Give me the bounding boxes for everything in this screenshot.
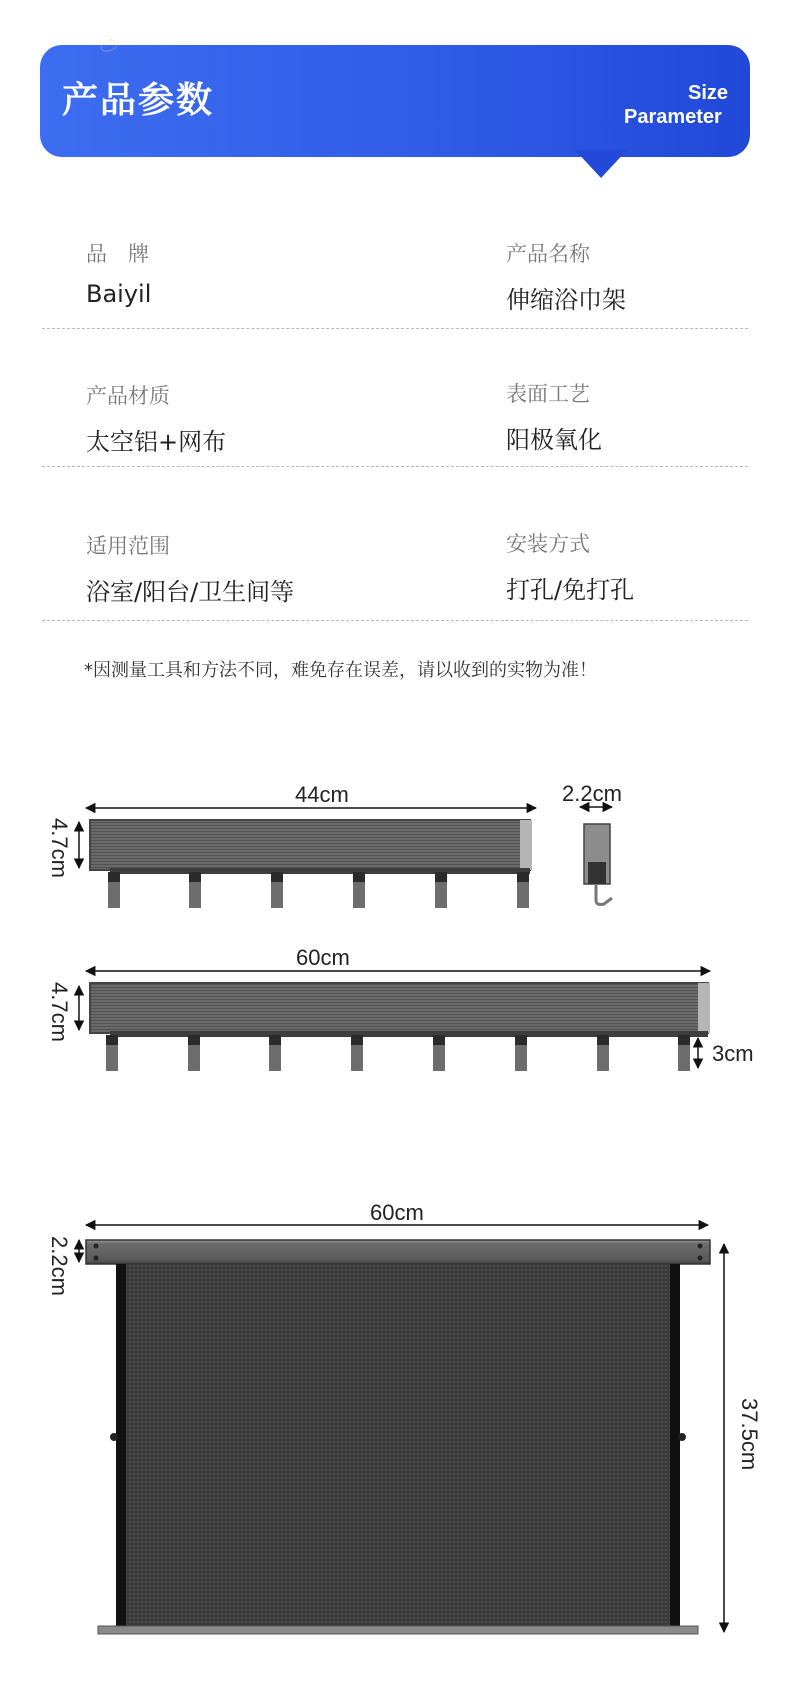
dim-panel-width: 60cm xyxy=(370,1200,424,1225)
badge-size-text: Size xyxy=(688,82,729,104)
spec-value-install: 打孔/免打孔 xyxy=(506,576,635,604)
dim-long-height: 4.7cm xyxy=(47,982,72,1042)
spec-value-finish: 阳极氧化 xyxy=(506,426,602,454)
page-title: 产品参数 xyxy=(62,80,215,121)
spec-value-usage: 浴室/阳台/卫生间等 xyxy=(86,578,295,606)
dim-depth: 2.2cm xyxy=(562,781,622,806)
dim-hook-length: 3cm xyxy=(712,1041,754,1066)
long-rack-drawing xyxy=(79,971,710,1071)
dim-short-width: 44cm xyxy=(295,782,349,807)
spec-value-brand: Baiyil xyxy=(86,280,152,308)
spec-label-material: 产品材质 xyxy=(86,384,170,408)
extended-panel-drawing xyxy=(79,1225,724,1634)
dim-short-height: 4.7cm xyxy=(47,818,72,878)
measurement-note: *因测量工具和方法不同，难免存在误差，请以收到的实物为准！ xyxy=(84,660,597,681)
spec-label-usage: 适用范围 xyxy=(86,534,170,558)
dim-long-width: 60cm xyxy=(296,945,350,970)
spec-label-finish: 表面工艺 xyxy=(506,382,590,406)
dim-panel-rail-height: 2.2cm xyxy=(47,1236,72,1296)
rack-side-view xyxy=(580,807,612,905)
short-rack-drawing xyxy=(79,808,536,908)
spec-value-material: 太空铝+网布 xyxy=(86,428,227,456)
spec-label-install: 安装方式 xyxy=(506,532,590,556)
spec-value-product-name: 伸缩浴巾架 xyxy=(506,286,626,314)
spec-label-brand: 品 牌 xyxy=(86,242,149,266)
dim-panel-height: 37.5cm xyxy=(737,1398,762,1471)
badge-parameter-text: Parameter xyxy=(624,106,722,128)
spec-label-product-name: 产品名称 xyxy=(506,242,590,266)
